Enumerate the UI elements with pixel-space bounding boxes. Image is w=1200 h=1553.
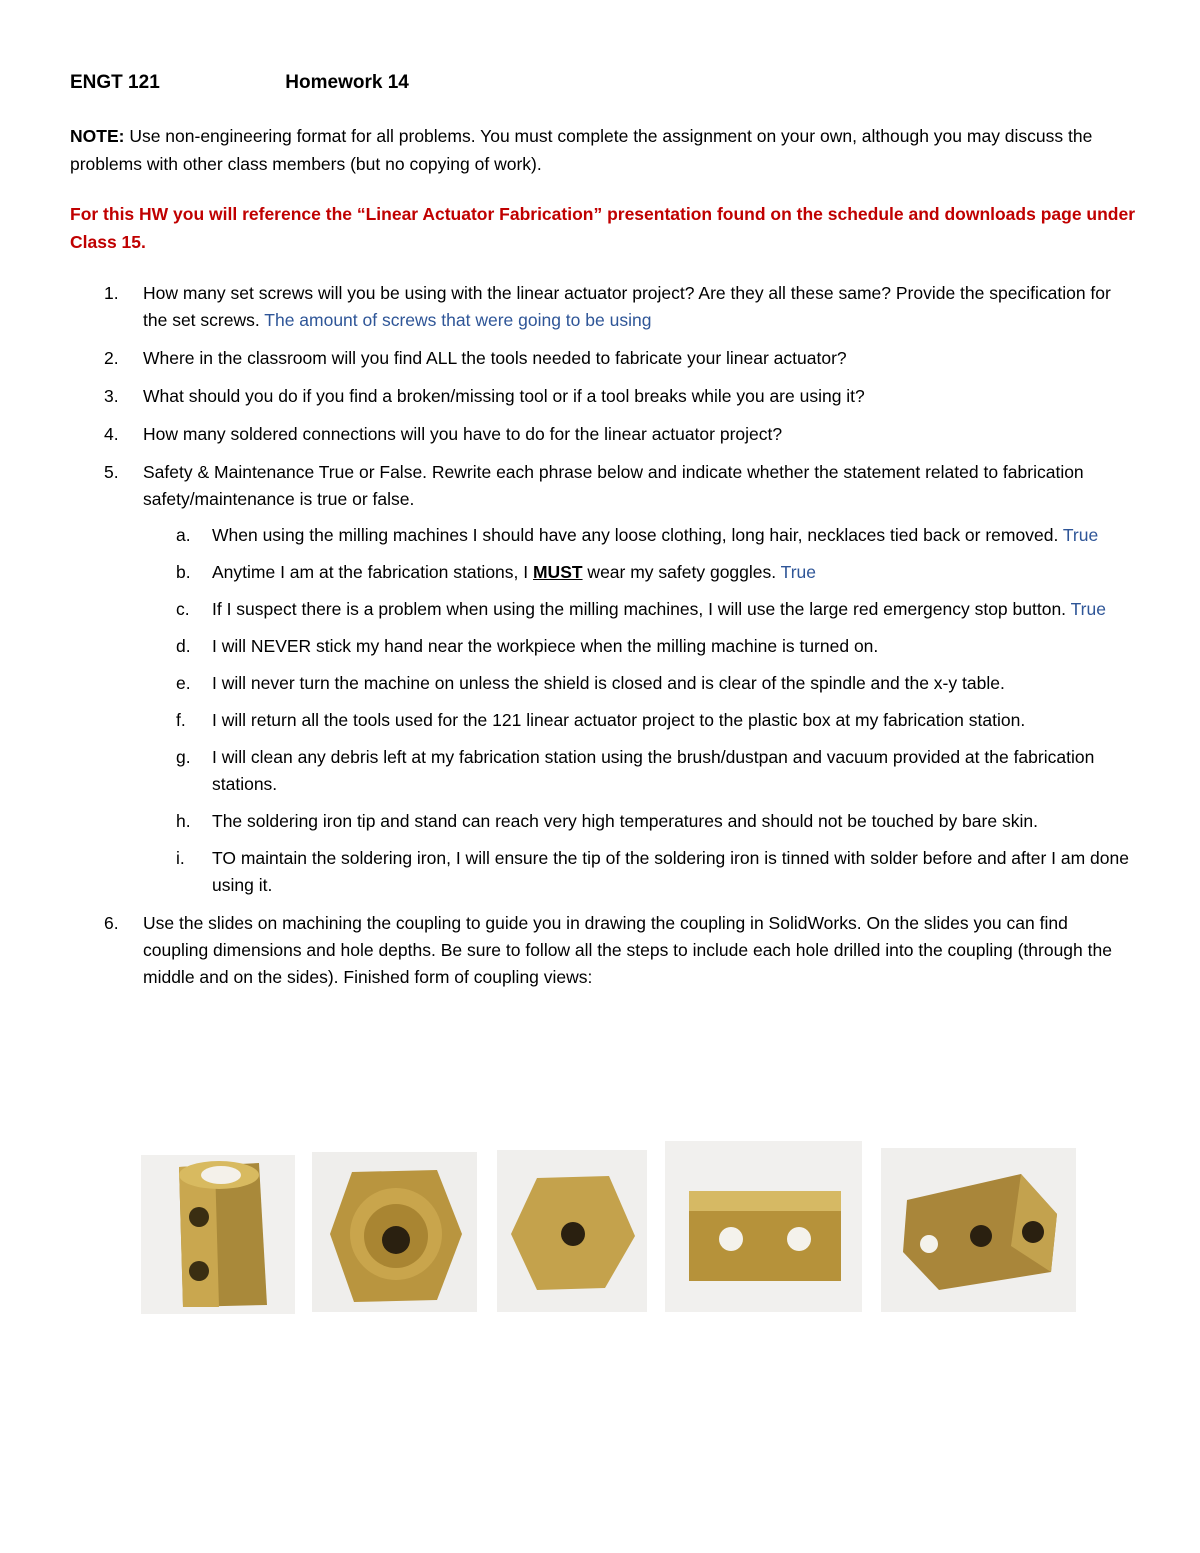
- sub-question-c: [0, 596, 1132, 623]
- coupling-photo-angled: [881, 1148, 1076, 1312]
- question-2: [0, 345, 1133, 372]
- question-1: [0, 280, 1133, 334]
- sub-letter: a.: [176, 525, 191, 545]
- sub-question-g: [0, 744, 1132, 798]
- sub-letter: h.: [176, 811, 191, 831]
- question-number: 5.: [104, 462, 119, 482]
- sub-text: The soldering iron tip and stand can reach very high temperatures and should not be touched by bare skin.: [212, 811, 1038, 831]
- sub-text: I will NEVER stick my hand near the workpiece when the milling machine is turned on.: [212, 636, 879, 656]
- sub-question-b: [0, 559, 1132, 586]
- question-text: Safety & Maintenance True or False. Rewrite each phrase below and indicate whether the statement related to fabrication safety/maintenance is true or false.: [143, 462, 1084, 509]
- sub-question-list: [0, 522, 1133, 899]
- note-paragraph: [70, 122, 1140, 178]
- sub-emphasis: MUST: [532, 562, 583, 582]
- sub-question-e: [0, 670, 1132, 697]
- question-3: [0, 383, 1133, 410]
- sub-letter: g.: [176, 747, 191, 767]
- course-code: ENGT 121: [70, 72, 160, 93]
- sub-text: I will clean any debris left at my fabrication station using the brush/dustpan and vacuum provided at the fabrication stations.: [212, 747, 1095, 794]
- sub-question-a: [0, 522, 1132, 549]
- question-5: [0, 459, 1133, 899]
- question-number: 1.: [104, 283, 119, 303]
- sub-text: TO maintain the soldering iron, I will ensure the tip of the soldering iron is tinned with solder before and after I am done using it.: [212, 848, 1129, 895]
- question-number: 4.: [104, 424, 119, 444]
- sub-letter: f.: [176, 710, 186, 730]
- note-label: NOTE:: [70, 126, 125, 146]
- question-text: Use the slides on machining the coupling to guide you in drawing the coupling in SolidWorks. On the slides you can find coupling dimensions and hole depths. Be sure to follow all the steps to include each hole drilled into the coupling (through the middle and on the sides). Finished form of coupling views:: [143, 913, 1112, 987]
- question-list: [0, 280, 1200, 1002]
- sub-text: Anytime I am at the fabrication stations, I: [212, 562, 533, 582]
- sub-answer: True: [1062, 525, 1099, 545]
- sub-answer: True: [1070, 599, 1106, 619]
- sub-letter: i.: [176, 848, 185, 868]
- question-number: 6.: [104, 913, 119, 933]
- sub-letter: d.: [176, 636, 191, 656]
- sub-letter: c.: [176, 599, 190, 619]
- question-4: [0, 421, 1133, 448]
- question-answer: The amount of screws that were going to be using: [264, 310, 652, 330]
- coupling-photo-end-hex: [497, 1150, 647, 1312]
- sub-letter: b.: [176, 562, 191, 582]
- question-number: 2.: [104, 348, 119, 368]
- sub-text-after: wear my safety goggles.: [582, 562, 781, 582]
- sub-question-i: [0, 845, 1132, 899]
- question-text: Where in the classroom will you find ALL the tools needed to fabricate your linear actuator?: [143, 348, 847, 368]
- sub-question-f: [0, 707, 1132, 734]
- sub-letter: e.: [176, 673, 191, 693]
- question-number: 3.: [104, 386, 119, 406]
- question-text: What should you do if you find a broken/missing tool or if a tool breaks while you are using it?: [143, 386, 865, 406]
- page-header: [70, 72, 409, 94]
- reference-paragraph: For this HW you will reference the “Linear Actuator Fabrication” presentation found on the schedule and downloads page under Class 15.: [70, 204, 1136, 252]
- coupling-photo-side-horizontal: [665, 1141, 862, 1312]
- coupling-photo-side-vertical: [141, 1155, 295, 1314]
- coupling-photo-top-round: [312, 1152, 477, 1312]
- sub-text: If I suspect there is a problem when using the milling machines, I will use the large red emergency stop button.: [212, 599, 1071, 619]
- homework-title: Homework 14: [285, 72, 409, 93]
- sub-text: When using the milling machines I should have any loose clothing, long hair, necklaces tied back or removed.: [212, 525, 1063, 545]
- sub-text: I will never turn the machine on unless the shield is closed and is clear of the spindle and the x-y table.: [212, 673, 1005, 693]
- note-text: Use non-engineering format for all problems. You must complete the assignment on your own, although you may discuss the problems with other class members (but no copying of work).: [70, 126, 1093, 174]
- question-text: How many set screws will you be using with the linear actuator project? Are they all these same? Provide the specification for the set screws.: [143, 283, 1111, 330]
- sub-question-h: [0, 808, 1132, 835]
- sub-text: I will return all the tools used for the 121 linear actuator project to the plastic box at my fabrication station.: [212, 710, 1026, 730]
- question-text: How many soldered connections will you have to do for the linear actuator project?: [143, 424, 783, 444]
- sub-question-d: [0, 633, 1132, 660]
- sub-answer: True: [780, 562, 817, 582]
- question-6: [0, 910, 1133, 991]
